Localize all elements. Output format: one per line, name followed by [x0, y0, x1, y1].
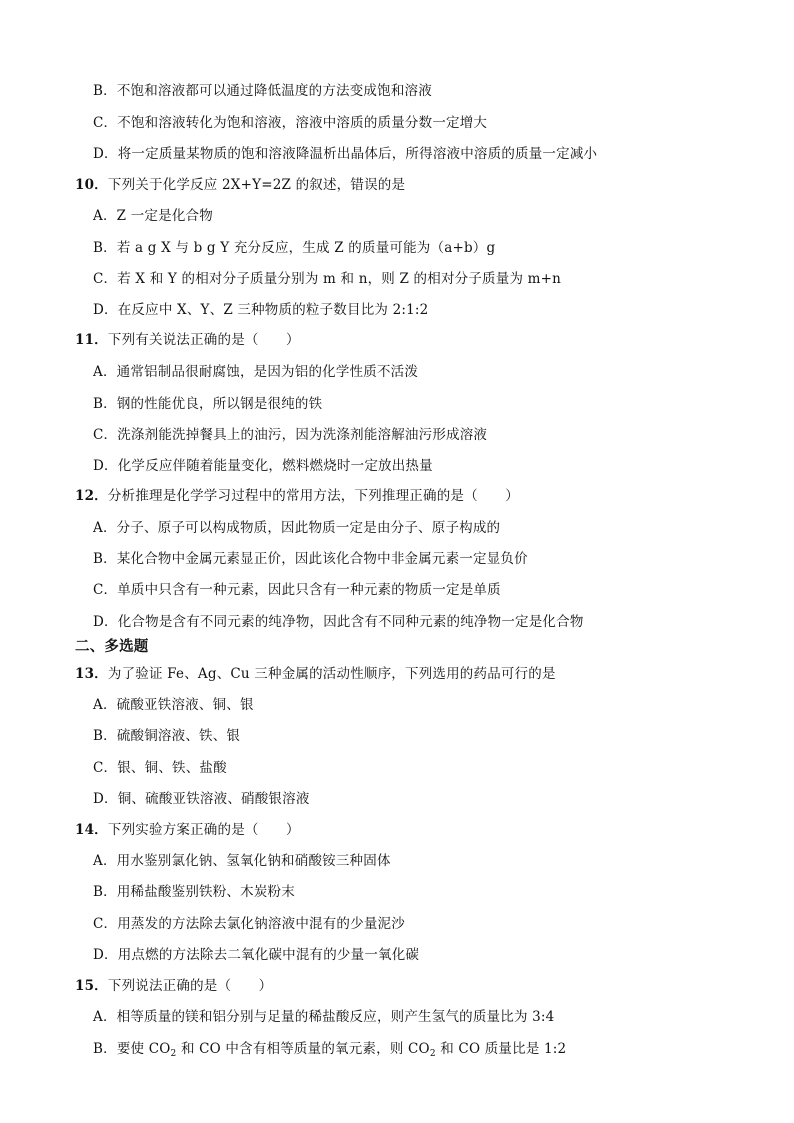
option-a: A．硫酸亚铁溶液、铜、银 — [93, 697, 254, 713]
option-d: D．铜、硫酸亚铁溶液、硝酸银溶液 — [93, 791, 310, 807]
option-c: C．洗涤剂能洗掉餐具上的油污，因为洗涤剂能溶解油污形成溶液 — [93, 427, 488, 443]
option-c: C．不饱和溶液转化为饱和溶液，溶液中溶质的质量分数一定增大 — [93, 115, 488, 131]
question-number: 10． — [75, 177, 108, 193]
option-a: A．相等质量的镁和铝分别与足量的稀盐酸反应，则产生氢气的质量比为 3:4 — [93, 1009, 555, 1025]
question-13 — [75, 664, 556, 684]
question-number: 14． — [75, 822, 108, 838]
option-b: B．不饱和溶液都可以通过降低温度的方法变成饱和溶液 — [93, 83, 432, 99]
question-number: 11． — [75, 332, 108, 348]
option-c: C．单质中只含有一种元素，因此只含有一种元素的物质一定是单质 — [93, 582, 501, 598]
option-c: C．若 X 和 Y 的相对分子质量分别为 m 和 n，则 Z 的相对分子质量为 m+n — [93, 271, 562, 287]
option-b: B．某化合物中金属元素显正价，因此该化合物中非金属元素一定显负价 — [93, 551, 528, 567]
section-title: 二、多选题 — [75, 638, 149, 655]
option-d: D．化合物是含有不同元素的纯净物，因此含有不同种元素的纯净物一定是化合物 — [93, 614, 584, 630]
option-a: A．用水鉴别氯化钠、氢氧化钠和硝酸铵三种固体 — [93, 853, 391, 869]
option-d: D．用点燃的方法除去二氧化碳中混有的少量一氧化碳 — [93, 947, 420, 963]
option-d: D．化学反应伴随着能量变化，燃料燃烧时一定放出热量 — [93, 458, 433, 474]
question-12 — [75, 486, 519, 506]
question-text: 下列实验方案正确的是（ ） — [107, 822, 300, 838]
question-text: 下列说法正确的是（ ） — [107, 978, 273, 994]
subscript: 2 — [429, 1049, 436, 1059]
question-15 — [75, 976, 272, 996]
option-d: D．在反应中 X、Y、Z 三种物质的粒子数目比为 2:1:2 — [93, 302, 429, 318]
question-text: 下列有关说法正确的是（ ） — [107, 332, 300, 348]
question-number: 12． — [75, 488, 108, 504]
question-text: 分析推理是化学学习过程中的常用方法，下列推理正确的是（ ） — [107, 488, 519, 504]
question-14 — [75, 820, 300, 840]
question-10 — [75, 175, 405, 195]
question-11 — [75, 330, 300, 350]
option-b — [93, 1039, 566, 1059]
subscript: 2 — [170, 1049, 177, 1059]
question-number: 15． — [75, 978, 108, 994]
option-text: 和 CO 质量比是 1:2 — [435, 1041, 567, 1057]
question-number: 13． — [75, 666, 108, 682]
option-b: B．硫酸铜溶液、铁、银 — [93, 728, 241, 744]
option-b: B．若 a g X 与 b g Y 充分反应，生成 Z 的质量可能为（a+b）g — [93, 240, 496, 256]
question-text: 下列关于化学反应 2X+Y=2Z 的叙述，错误的是 — [107, 177, 406, 193]
question-text: 为了验证 Fe、Ag、Cu 三种金属的活动性顺序，下列选用的药品可行的是 — [107, 666, 556, 682]
option-a: A．分子、原子可以构成物质，因此物质一定是由分子、原子构成的 — [93, 520, 501, 536]
option-b: B．用稀盐酸鉴别铁粉、木炭粉末 — [93, 884, 295, 900]
option-d: D．将一定质量某物质的饱和溶液降温析出晶体后，所得溶液中溶质的质量一定减小 — [93, 146, 598, 162]
option-c: C．用蒸发的方法除去氯化钠溶液中混有的少量泥沙 — [93, 916, 405, 932]
option-b: B．钢的性能优良，所以钢是很纯的铁 — [93, 396, 323, 412]
option-c: C．银、铜、铁、盐酸 — [93, 760, 227, 776]
option-a: A．通常铝制品很耐腐蚀，是因为铝的化学性质不活泼 — [93, 364, 419, 380]
option-text: B．要使 CO — [93, 1041, 171, 1057]
option-a: A．Z 一定是化合物 — [93, 208, 213, 224]
option-text: 和 CO 中含有相等质量的氧元素，则 CO — [176, 1041, 430, 1057]
